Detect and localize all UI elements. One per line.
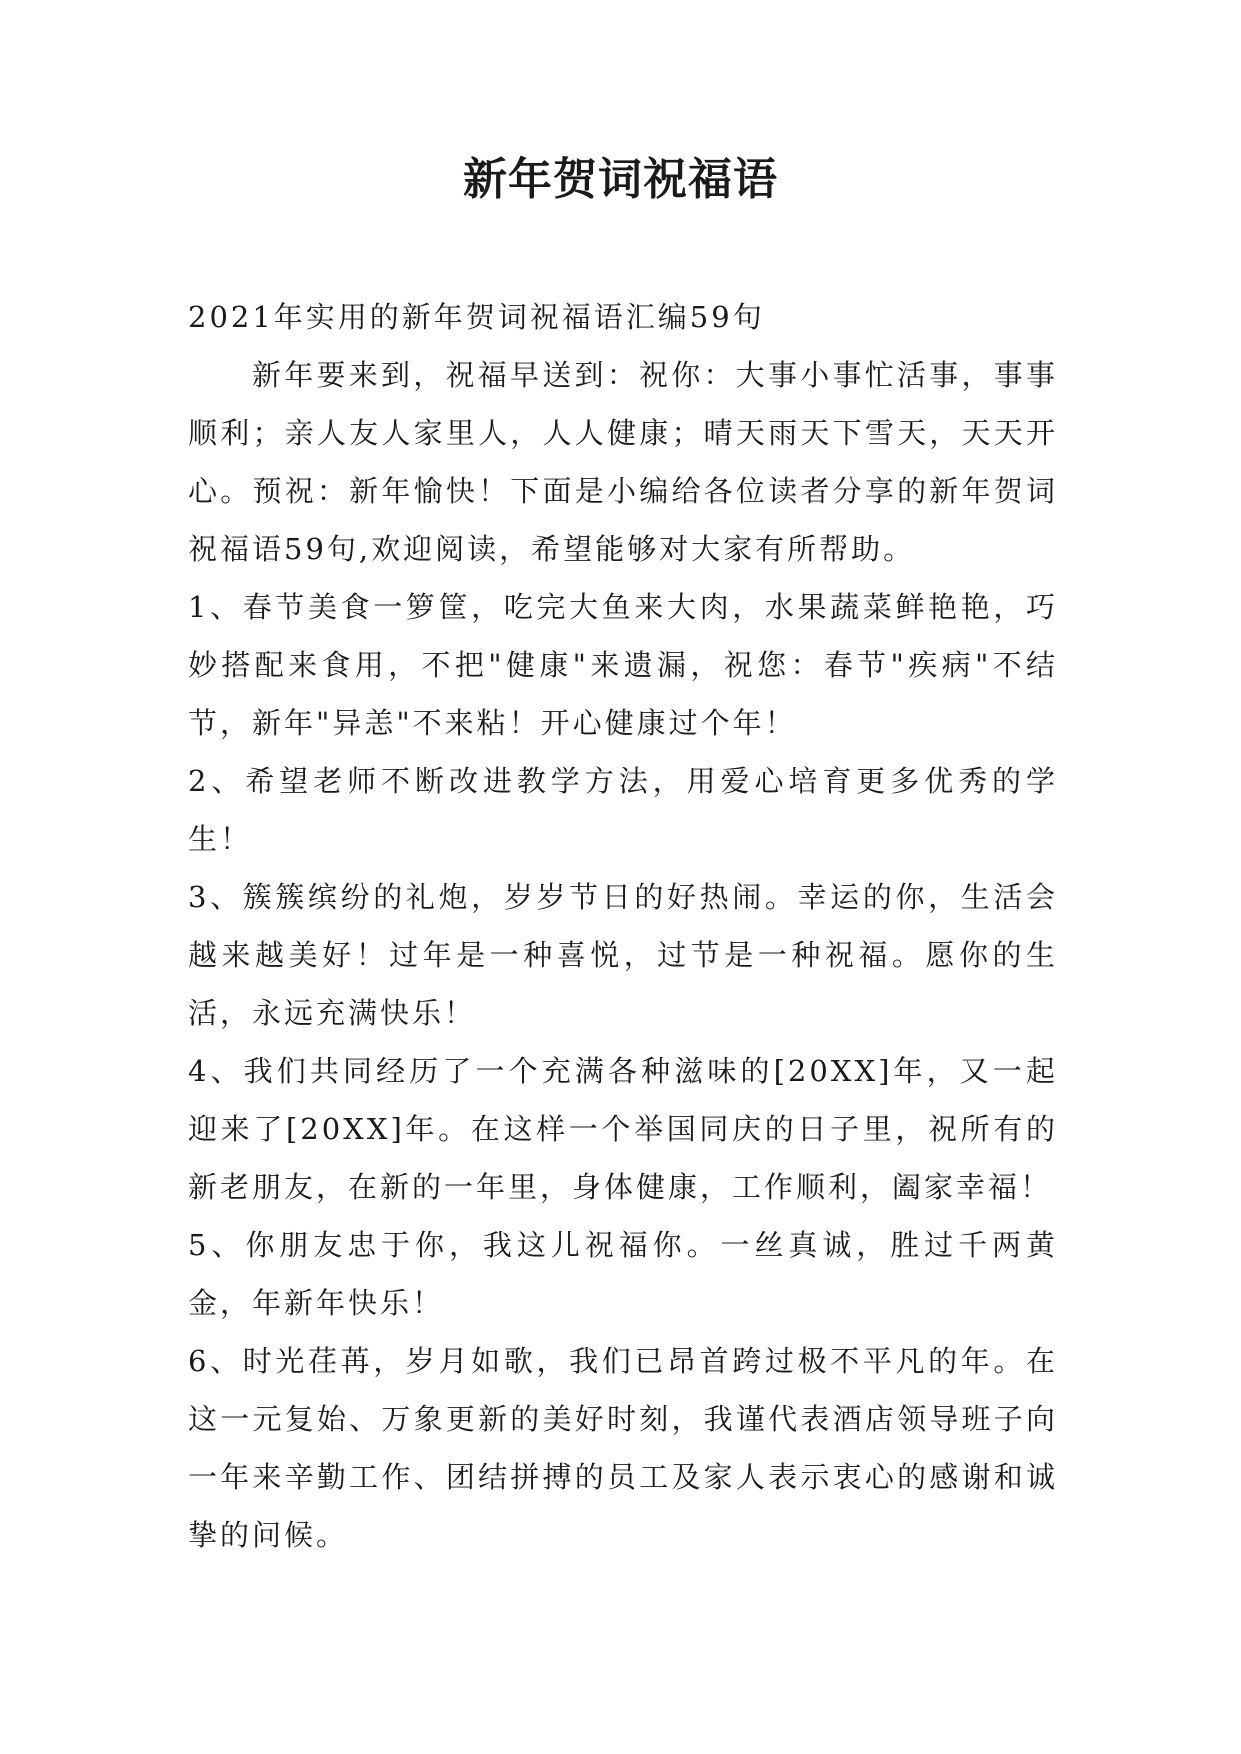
list-item: 2、希望老师不断改进教学方法，用爱心培育更多优秀的学生！ — [188, 764, 1058, 856]
intro-paragraph: 新年要来到，祝福早送到：祝你：大事小事忙活事，事事顺利；亲人友人家里人，人人健康；晴天雨天下雪天，天天开心。预祝：新年愉快！下面是小编给各位读者分享的新年贺词祝福语59句,欢迎阅读，希望能够对大家有所帮助。 — [188, 358, 1058, 566]
document-body — [188, 288, 1058, 1564]
list-item: 6、时光荏苒，岁月如歌，我们已昂首跨过极不平凡的年。在这一元复始、万象更新的美好时刻，我谨代表酒店领导班子向一年来辛勤工作、团结拼搏的员工及家人表示衷心的感谢和诚挚的问候。 — [188, 1344, 1058, 1552]
list-item: 1、春节美食一箩筐，吃完大鱼来大肉，水果蔬菜鲜艳艳，巧妙搭配来食用，不把"健康"来遗漏，祝您：春节"疾病"不结节，新年"异恙"不来粘！开心健康过个年！ — [188, 590, 1058, 740]
page-title: 新年贺词祝福语 — [463, 154, 778, 205]
list-item: 4、我们共同经历了一个充满各种滋味的[20XX]年，又一起迎来了[20XX]年。在这样一个举国同庆的日子里，祝所有的新老朋友，在新的一年里，身体健康，工作顺利，阖家幸福！ — [188, 1054, 1058, 1204]
list-item: 5、你朋友忠于你，我这儿祝福你。一丝真诚，胜过千两黄金，年新年快乐！ — [188, 1228, 1058, 1320]
subtitle-line: 2021年实用的新年贺词祝福语汇编59句 — [188, 300, 765, 334]
list-item: 3、簇簇缤纷的礼炮，岁岁节日的好热闹。幸运的你，生活会越来越美好！过年是一种喜悦，过节是一种祝福。愿你的生活，永远充满快乐！ — [188, 880, 1058, 1030]
